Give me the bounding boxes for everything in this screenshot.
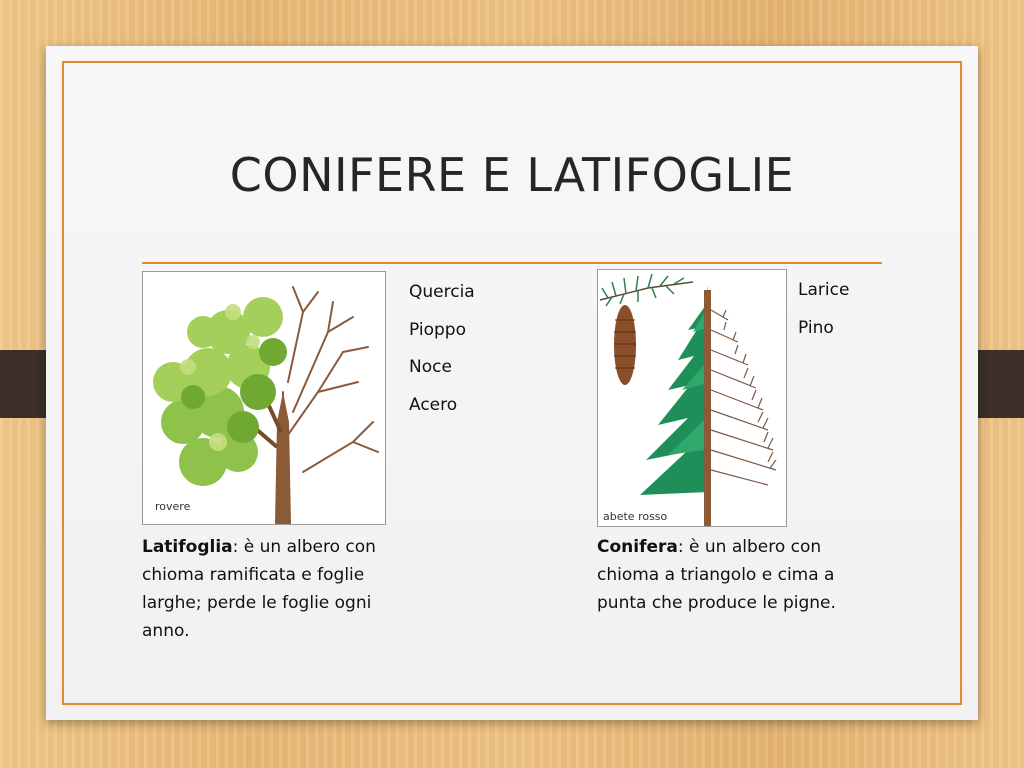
list-item: Noce (409, 357, 452, 377)
conifer-tree-image (597, 269, 787, 527)
broadleaf-examples-list (409, 282, 475, 432)
conifer-definition: : è un albero con chioma a triangolo e cima a punta che produce le pigne. (597, 537, 836, 613)
broadleaf-description (142, 533, 392, 645)
list-item: Quercia (409, 282, 475, 302)
broadleaf-image-caption: rovere (155, 500, 191, 513)
broadleaf-definition: : è un albero con chioma ramificata e foglie larghe; perde le foglie ogni anno. (142, 537, 376, 641)
list-item: Acero (409, 394, 458, 415)
broadleaf-tree-image (142, 271, 386, 525)
list-item: Pino (798, 317, 834, 338)
list-item: Pioppo (409, 319, 466, 340)
title-divider (142, 262, 882, 264)
broadleaf-term: Latifoglia (142, 537, 233, 557)
conifer-image-caption: abete rosso (603, 510, 668, 523)
conifer-description (597, 533, 862, 617)
slide-title: CONIFERE E LATIFOGLIE (229, 148, 795, 202)
conifer-term: Conifera (597, 537, 678, 557)
conifer-examples-list (798, 280, 849, 355)
list-item: Larice (798, 280, 850, 300)
